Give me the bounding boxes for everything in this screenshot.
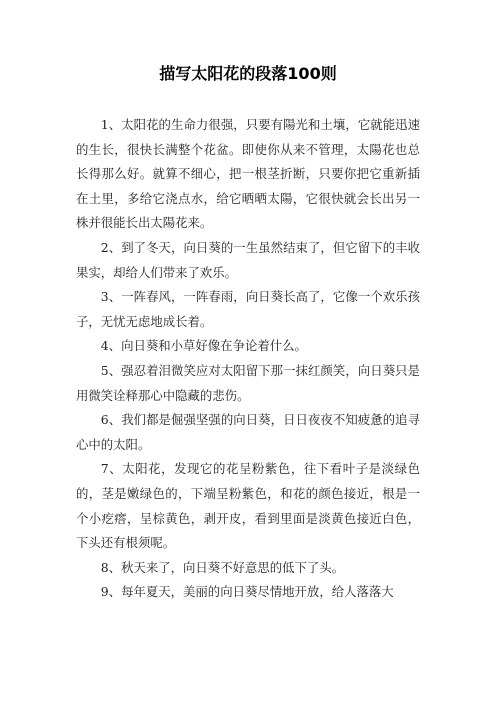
paragraph-3: 3、一阵春风，一阵春雨，向日葵长高了，它像一个欢乐孩子，无忧无虑地成长着。 — [76, 289, 420, 329]
paragraph-5: 5、强忍着泪微笑应对太阳留下那一抹红颜笑，向日葵只是用微笑诠释那心中隐藏的悲伤。 — [76, 362, 420, 403]
paragraph-2: 2、到了冬天，向日葵的一生虽然结束了，但它留下的丰收果实，却给人们带来了欢乐。 — [76, 239, 420, 280]
paragraph-1: 1、太阳花的生命力很强，只要有陽光和土壤，它就能迅速的生长，很快长满整个花盆。即使你从来不管理，太陽花也总长得那么好。就算不细心，把一根茎折断，只要你把它重新插在土里，多给它浇点水，给它晒晒太陽，它很快就会长出另一株并很能长出太陽花来。 — [76, 117, 420, 231]
paragraph-8: 8、秋天来了，向日葵不好意思的低下了头。 — [100, 559, 345, 575]
document-body — [76, 113, 420, 605]
document-title: 描写太阳花的段落100则 — [159, 64, 337, 83]
paragraph-9: 9、每年夏天，美丽的向日葵尽情地开放，给人落落大 — [100, 584, 394, 600]
paragraph-4: 4、向日葵和小草好像在争论着什么。 — [100, 338, 307, 354]
paragraph-7: 7、太阳花，发现它的花呈粉紫色，往下看叶子是淡绿色的，茎是嫩绿色的，下端呈粉紫色，和花的颜色接近，根是一个小疙瘩，呈棕黄色，剥开皮，看到里面是淡黄色接近白色，下头还有根须呢。 — [76, 461, 420, 551]
paragraph-6: 6、我们都是倔强坚强的向日葵，日日夜夜不知疲惫的追寻心中的太阳。 — [76, 412, 420, 452]
